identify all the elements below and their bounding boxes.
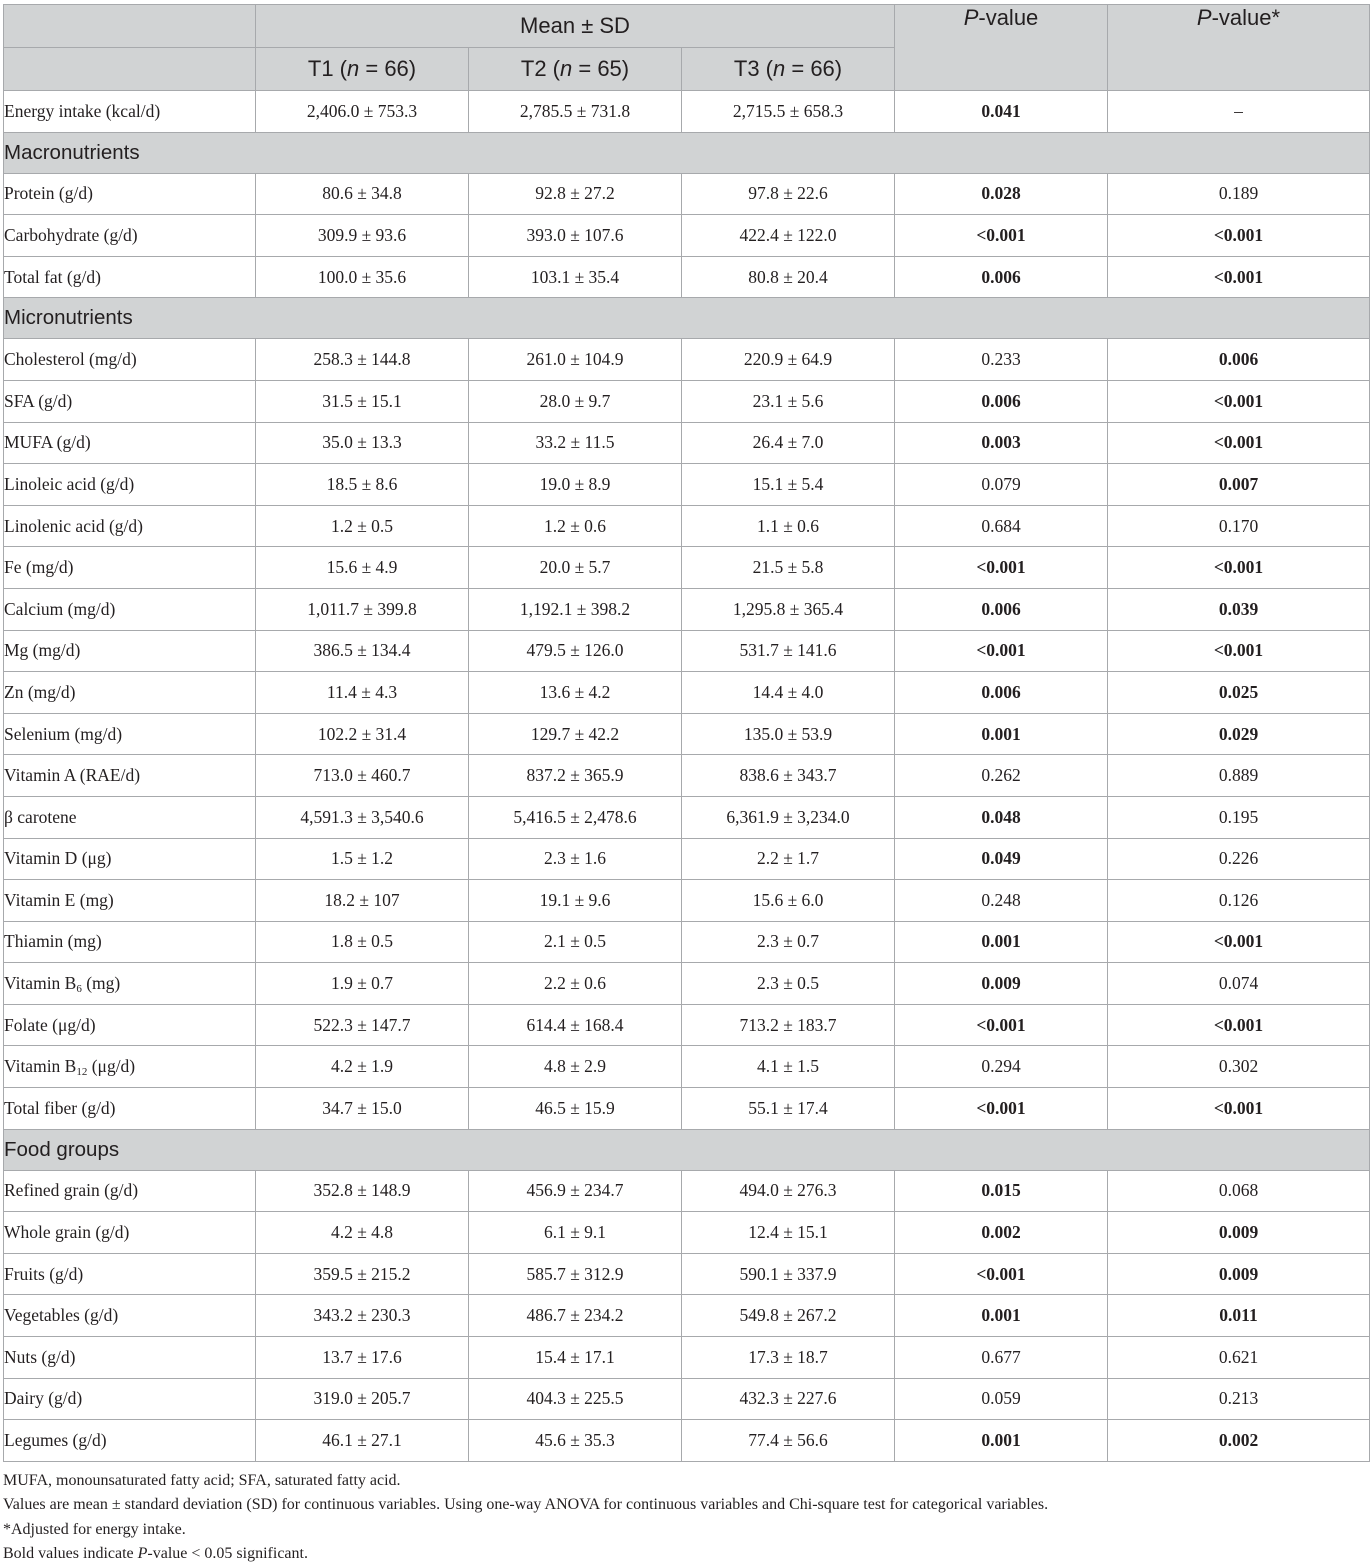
cell-t2: 46.5 ± 15.9 <box>469 1088 682 1130</box>
cell-t1: 1.2 ± 0.5 <box>256 505 469 547</box>
cell-t1: 80.6 ± 34.8 <box>256 173 469 215</box>
cell-p-value: 0.015 <box>895 1170 1108 1212</box>
section-title: Food groups <box>4 1129 1370 1170</box>
cell-p-value-adjusted: 0.006 <box>1108 339 1370 381</box>
row-label: Energy intake (kcal/d) <box>4 91 256 133</box>
cell-p-value-adjusted: <0.001 <box>1108 215 1370 257</box>
cell-t1: 35.0 ± 13.3 <box>256 422 469 464</box>
cell-t3: 1.1 ± 0.6 <box>682 505 895 547</box>
cell-t3: 422.4 ± 122.0 <box>682 215 895 257</box>
table-footnotes <box>3 1469 1369 1566</box>
footnote-bold: Bold values indicate P-value < 0.05 significant. <box>3 1544 308 1562</box>
table-row <box>4 880 1370 922</box>
cell-p-value: 0.006 <box>895 380 1108 422</box>
cell-t3: 23.1 ± 5.6 <box>682 380 895 422</box>
table-row <box>4 547 1370 589</box>
cell-p-value-adjusted: 0.029 <box>1108 713 1370 755</box>
cell-t3: 220.9 ± 64.9 <box>682 339 895 381</box>
cell-t2: 456.9 ± 234.7 <box>469 1170 682 1212</box>
cell-t2: 486.7 ± 234.2 <box>469 1295 682 1337</box>
table-row <box>4 1295 1370 1337</box>
header-t2: T2 (n = 65) <box>469 48 682 91</box>
cell-t3: 1,295.8 ± 365.4 <box>682 588 895 630</box>
row-label: Calcium (mg/d) <box>4 588 256 630</box>
cell-t3: 2.2 ± 1.7 <box>682 838 895 880</box>
row-label: MUFA (g/d) <box>4 422 256 464</box>
cell-p-value: 0.001 <box>895 713 1108 755</box>
row-label: Vitamin E (mg) <box>4 880 256 922</box>
row-label: Protein (g/d) <box>4 173 256 215</box>
header-corner-lower <box>4 48 256 91</box>
cell-p-value: 0.677 <box>895 1337 1108 1379</box>
table-body <box>4 91 1370 1462</box>
cell-t3: 713.2 ± 183.7 <box>682 1004 895 1046</box>
row-label: Vitamin D (μg) <box>4 838 256 880</box>
cell-p-value-adjusted: 0.213 <box>1108 1378 1370 1420</box>
header-t3: T3 (n = 66) <box>682 48 895 91</box>
row-label-subscript: 6 <box>76 983 82 996</box>
cell-t2: 4.8 ± 2.9 <box>469 1046 682 1088</box>
cell-t2: 45.6 ± 35.3 <box>469 1420 682 1462</box>
cell-t1: 4.2 ± 4.8 <box>256 1212 469 1254</box>
cell-t2: 103.1 ± 35.4 <box>469 256 682 298</box>
cell-p-value-adjusted: <0.001 <box>1108 256 1370 298</box>
table-row <box>4 1212 1370 1254</box>
cell-p-value: 0.079 <box>895 464 1108 506</box>
cell-t2: 837.2 ± 365.9 <box>469 755 682 797</box>
table-row <box>4 464 1370 506</box>
cell-p-value: <0.001 <box>895 630 1108 672</box>
cell-t1: 522.3 ± 147.7 <box>256 1004 469 1046</box>
cell-t1: 34.7 ± 15.0 <box>256 1088 469 1130</box>
cell-t2: 404.3 ± 225.5 <box>469 1378 682 1420</box>
row-label: Legumes (g/d) <box>4 1420 256 1462</box>
cell-p-value: 0.684 <box>895 505 1108 547</box>
cell-p-value: 0.002 <box>895 1212 1108 1254</box>
row-label: Selenium (mg/d) <box>4 713 256 755</box>
cell-t3: 590.1 ± 337.9 <box>682 1253 895 1295</box>
cell-p-value-adjusted: <0.001 <box>1108 921 1370 963</box>
cell-p-value: 0.028 <box>895 173 1108 215</box>
cell-t2: 2.2 ± 0.6 <box>469 963 682 1005</box>
table-row <box>4 921 1370 963</box>
cell-t1: 319.0 ± 205.7 <box>256 1378 469 1420</box>
table-row <box>4 505 1370 547</box>
cell-p-value-adjusted: 0.068 <box>1108 1170 1370 1212</box>
cell-p-value-adjusted: 0.039 <box>1108 588 1370 630</box>
cell-t3: 2.3 ± 0.5 <box>682 963 895 1005</box>
cell-p-value: <0.001 <box>895 547 1108 589</box>
cell-t2: 1.2 ± 0.6 <box>469 505 682 547</box>
cell-p-value-adjusted: <0.001 <box>1108 422 1370 464</box>
cell-p-value-adjusted: 0.009 <box>1108 1253 1370 1295</box>
cell-p-value-adjusted: <0.001 <box>1108 1004 1370 1046</box>
cell-t3: 15.1 ± 5.4 <box>682 464 895 506</box>
cell-p-value: <0.001 <box>895 1004 1108 1046</box>
cell-p-value: <0.001 <box>895 1088 1108 1130</box>
cell-t3: 838.6 ± 343.7 <box>682 755 895 797</box>
row-label: Fe (mg/d) <box>4 547 256 589</box>
cell-t3: 4.1 ± 1.5 <box>682 1046 895 1088</box>
cell-p-value-adjusted: 0.025 <box>1108 672 1370 714</box>
cell-t1: 343.2 ± 230.3 <box>256 1295 469 1337</box>
cell-t1: 15.6 ± 4.9 <box>256 547 469 589</box>
row-label: Folate (μg/d) <box>4 1004 256 1046</box>
cell-t1: 258.3 ± 144.8 <box>256 339 469 381</box>
table-row <box>4 1378 1370 1420</box>
cell-p-value-adjusted: 0.889 <box>1108 755 1370 797</box>
cell-t2: 261.0 ± 104.9 <box>469 339 682 381</box>
row-label: Refined grain (g/d) <box>4 1170 256 1212</box>
row-label: Dairy (g/d) <box>4 1378 256 1420</box>
table-header <box>4 5 1370 91</box>
cell-t2: 13.6 ± 4.2 <box>469 672 682 714</box>
cell-t1: 102.2 ± 31.4 <box>256 713 469 755</box>
cell-p-value: 0.006 <box>895 672 1108 714</box>
cell-p-value: 0.059 <box>895 1378 1108 1420</box>
section-title: Macronutrients <box>4 132 1370 173</box>
row-label: Fruits (g/d) <box>4 1253 256 1295</box>
cell-p-value-adjusted: 0.621 <box>1108 1337 1370 1379</box>
cell-t3: 80.8 ± 20.4 <box>682 256 895 298</box>
cell-t1: 1.8 ± 0.5 <box>256 921 469 963</box>
table-row <box>4 588 1370 630</box>
cell-t3: 2,715.5 ± 658.3 <box>682 91 895 133</box>
cell-p-value: 0.248 <box>895 880 1108 922</box>
header-t1: T1 (n = 66) <box>256 48 469 91</box>
cell-p-value-adjusted: <0.001 <box>1108 630 1370 672</box>
table-row <box>4 173 1370 215</box>
cell-t2: 92.8 ± 27.2 <box>469 173 682 215</box>
cell-t2: 33.2 ± 11.5 <box>469 422 682 464</box>
cell-t3: 135.0 ± 53.9 <box>682 713 895 755</box>
cell-p-value: 0.262 <box>895 755 1108 797</box>
table-row <box>4 630 1370 672</box>
cell-t2: 129.7 ± 42.2 <box>469 713 682 755</box>
cell-p-value-adjusted: 0.011 <box>1108 1295 1370 1337</box>
cell-t3: 12.4 ± 15.1 <box>682 1212 895 1254</box>
cell-p-value: 0.006 <box>895 256 1108 298</box>
table-row <box>4 91 1370 133</box>
header-corner <box>4 5 256 48</box>
row-label: Zn (mg/d) <box>4 672 256 714</box>
row-label: Vegetables (g/d) <box>4 1295 256 1337</box>
footnote-methods: Values are mean ± standard deviation (SD) for continuous variables. Using one-way ANOVA for continuous variables and Chi-square test for categorical variables. <box>3 1496 1049 1514</box>
cell-p-value-adjusted: <0.001 <box>1108 547 1370 589</box>
cell-t3: 15.6 ± 6.0 <box>682 880 895 922</box>
table-row <box>4 796 1370 838</box>
table-row <box>4 838 1370 880</box>
cell-p-value-adjusted: 0.302 <box>1108 1046 1370 1088</box>
cell-t3: 432.3 ± 227.6 <box>682 1378 895 1420</box>
table-row <box>4 256 1370 298</box>
cell-p-value: 0.233 <box>895 339 1108 381</box>
cell-t2: 2.1 ± 0.5 <box>469 921 682 963</box>
cell-t3: 26.4 ± 7.0 <box>682 422 895 464</box>
cell-p-value-adjusted: 0.007 <box>1108 464 1370 506</box>
cell-t1: 1.5 ± 1.2 <box>256 838 469 880</box>
cell-t1: 1.9 ± 0.7 <box>256 963 469 1005</box>
cell-p-value-adjusted: 0.009 <box>1108 1212 1370 1254</box>
cell-t2: 614.4 ± 168.4 <box>469 1004 682 1046</box>
table-row <box>4 1088 1370 1130</box>
cell-t1: 1,011.7 ± 399.8 <box>256 588 469 630</box>
cell-t2: 585.7 ± 312.9 <box>469 1253 682 1295</box>
row-label: Thiamin (mg) <box>4 921 256 963</box>
cell-t2: 19.0 ± 8.9 <box>469 464 682 506</box>
section-title: Micronutrients <box>4 298 1370 339</box>
table-row <box>4 1337 1370 1379</box>
cell-t3: 494.0 ± 276.3 <box>682 1170 895 1212</box>
row-label: Vitamin A (RAE/d) <box>4 755 256 797</box>
cell-t1: 100.0 ± 35.6 <box>256 256 469 298</box>
cell-t1: 46.1 ± 27.1 <box>256 1420 469 1462</box>
row-label: SFA (g/d) <box>4 380 256 422</box>
section-header-row <box>4 132 1370 173</box>
cell-t2: 19.1 ± 9.6 <box>469 880 682 922</box>
cell-t1: 11.4 ± 4.3 <box>256 672 469 714</box>
table-row <box>4 1420 1370 1462</box>
cell-p-value: 0.003 <box>895 422 1108 464</box>
cell-t1: 309.9 ± 93.6 <box>256 215 469 257</box>
nutrient-intake-table <box>3 4 1370 1462</box>
cell-p-value-adjusted: 0.189 <box>1108 173 1370 215</box>
row-label: Cholesterol (mg/d) <box>4 339 256 381</box>
table-row <box>4 1004 1370 1046</box>
table-row <box>4 1046 1370 1088</box>
cell-t3: 549.8 ± 267.2 <box>682 1295 895 1337</box>
cell-t2: 2,785.5 ± 731.8 <box>469 91 682 133</box>
cell-t1: 4.2 ± 1.9 <box>256 1046 469 1088</box>
cell-t2: 15.4 ± 17.1 <box>469 1337 682 1379</box>
table-row <box>4 755 1370 797</box>
row-label: Carbohydrate (g/d) <box>4 215 256 257</box>
row-label: Total fiber (g/d) <box>4 1088 256 1130</box>
cell-t3: 55.1 ± 17.4 <box>682 1088 895 1130</box>
cell-p-value: 0.041 <box>895 91 1108 133</box>
header-p-value: P-value <box>895 5 1108 91</box>
header-mean-sd: Mean ± SD <box>256 5 895 48</box>
footnote-abbreviations: MUFA, monounsaturated fatty acid; SFA, saturated fatty acid. <box>3 1472 401 1489</box>
table-row <box>4 422 1370 464</box>
table-row <box>4 672 1370 714</box>
table-row <box>4 215 1370 257</box>
table-row <box>4 1253 1370 1295</box>
footnote-adjusted: *Adjusted for energy intake. <box>3 1520 186 1538</box>
row-label: Whole grain (g/d) <box>4 1212 256 1254</box>
cell-t2: 6.1 ± 9.1 <box>469 1212 682 1254</box>
cell-t1: 13.7 ± 17.6 <box>256 1337 469 1379</box>
cell-t2: 2.3 ± 1.6 <box>469 838 682 880</box>
table-row <box>4 339 1370 381</box>
cell-p-value: <0.001 <box>895 1253 1108 1295</box>
row-label: Linolenic acid (g/d) <box>4 505 256 547</box>
cell-p-value: 0.009 <box>895 963 1108 1005</box>
row-label: β carotene <box>4 796 256 838</box>
cell-t1: 31.5 ± 15.1 <box>256 380 469 422</box>
cell-t1: 386.5 ± 134.4 <box>256 630 469 672</box>
cell-t3: 6,361.9 ± 3,234.0 <box>682 796 895 838</box>
cell-p-value: 0.048 <box>895 796 1108 838</box>
cell-p-value: <0.001 <box>895 215 1108 257</box>
cell-p-value: 0.001 <box>895 1420 1108 1462</box>
cell-t1: 359.5 ± 215.2 <box>256 1253 469 1295</box>
row-label: Vitamin $B_{12}$ (μg/d) <box>4 1046 256 1088</box>
cell-p-value-adjusted: 0.170 <box>1108 505 1370 547</box>
cell-t1: 18.5 ± 8.6 <box>256 464 469 506</box>
cell-t1: 18.2 ± 107 <box>256 880 469 922</box>
cell-p-value-adjusted: 0.002 <box>1108 1420 1370 1462</box>
cell-t2: 479.5 ± 126.0 <box>469 630 682 672</box>
cell-t3: 77.4 ± 56.6 <box>682 1420 895 1462</box>
section-header-row <box>4 1129 1370 1170</box>
cell-t3: 2.3 ± 0.7 <box>682 921 895 963</box>
table-row <box>4 380 1370 422</box>
cell-t3: 531.7 ± 141.6 <box>682 630 895 672</box>
header-p-value-adjusted: P-value* <box>1108 5 1370 91</box>
cell-t1: 4,591.3 ± 3,540.6 <box>256 796 469 838</box>
row-label: Nuts (g/d) <box>4 1337 256 1379</box>
cell-t3: 17.3 ± 18.7 <box>682 1337 895 1379</box>
cell-t2: 28.0 ± 9.7 <box>469 380 682 422</box>
cell-p-value: 0.294 <box>895 1046 1108 1088</box>
row-label: Mg (mg/d) <box>4 630 256 672</box>
cell-t1: 2,406.0 ± 753.3 <box>256 91 469 133</box>
cell-p-value-adjusted: 0.195 <box>1108 796 1370 838</box>
cell-p-value: 0.049 <box>895 838 1108 880</box>
row-label-subscript: 12 <box>76 1066 88 1079</box>
cell-t3: 97.8 ± 22.6 <box>682 173 895 215</box>
table-row <box>4 963 1370 1005</box>
cell-p-value-adjusted: – <box>1108 91 1370 133</box>
cell-p-value-adjusted: 0.126 <box>1108 880 1370 922</box>
cell-p-value: 0.006 <box>895 588 1108 630</box>
cell-p-value: 0.001 <box>895 921 1108 963</box>
cell-t1: 713.0 ± 460.7 <box>256 755 469 797</box>
cell-t3: 21.5 ± 5.8 <box>682 547 895 589</box>
cell-p-value-adjusted: <0.001 <box>1108 1088 1370 1130</box>
cell-p-value-adjusted: 0.074 <box>1108 963 1370 1005</box>
table-row <box>4 713 1370 755</box>
section-header-row <box>4 298 1370 339</box>
cell-t2: 393.0 ± 107.6 <box>469 215 682 257</box>
row-label: Total fat (g/d) <box>4 256 256 298</box>
cell-t2: 20.0 ± 5.7 <box>469 547 682 589</box>
table-row <box>4 1170 1370 1212</box>
cell-p-value-adjusted: <0.001 <box>1108 380 1370 422</box>
cell-p-value: 0.001 <box>895 1295 1108 1337</box>
cell-t1: 352.8 ± 148.9 <box>256 1170 469 1212</box>
cell-p-value-adjusted: 0.226 <box>1108 838 1370 880</box>
cell-t2: 5,416.5 ± 2,478.6 <box>469 796 682 838</box>
cell-t2: 1,192.1 ± 398.2 <box>469 588 682 630</box>
row-label: Vitamin $B_6$ (mg) <box>4 963 256 1005</box>
row-label: Linoleic acid (g/d) <box>4 464 256 506</box>
cell-t3: 14.4 ± 4.0 <box>682 672 895 714</box>
